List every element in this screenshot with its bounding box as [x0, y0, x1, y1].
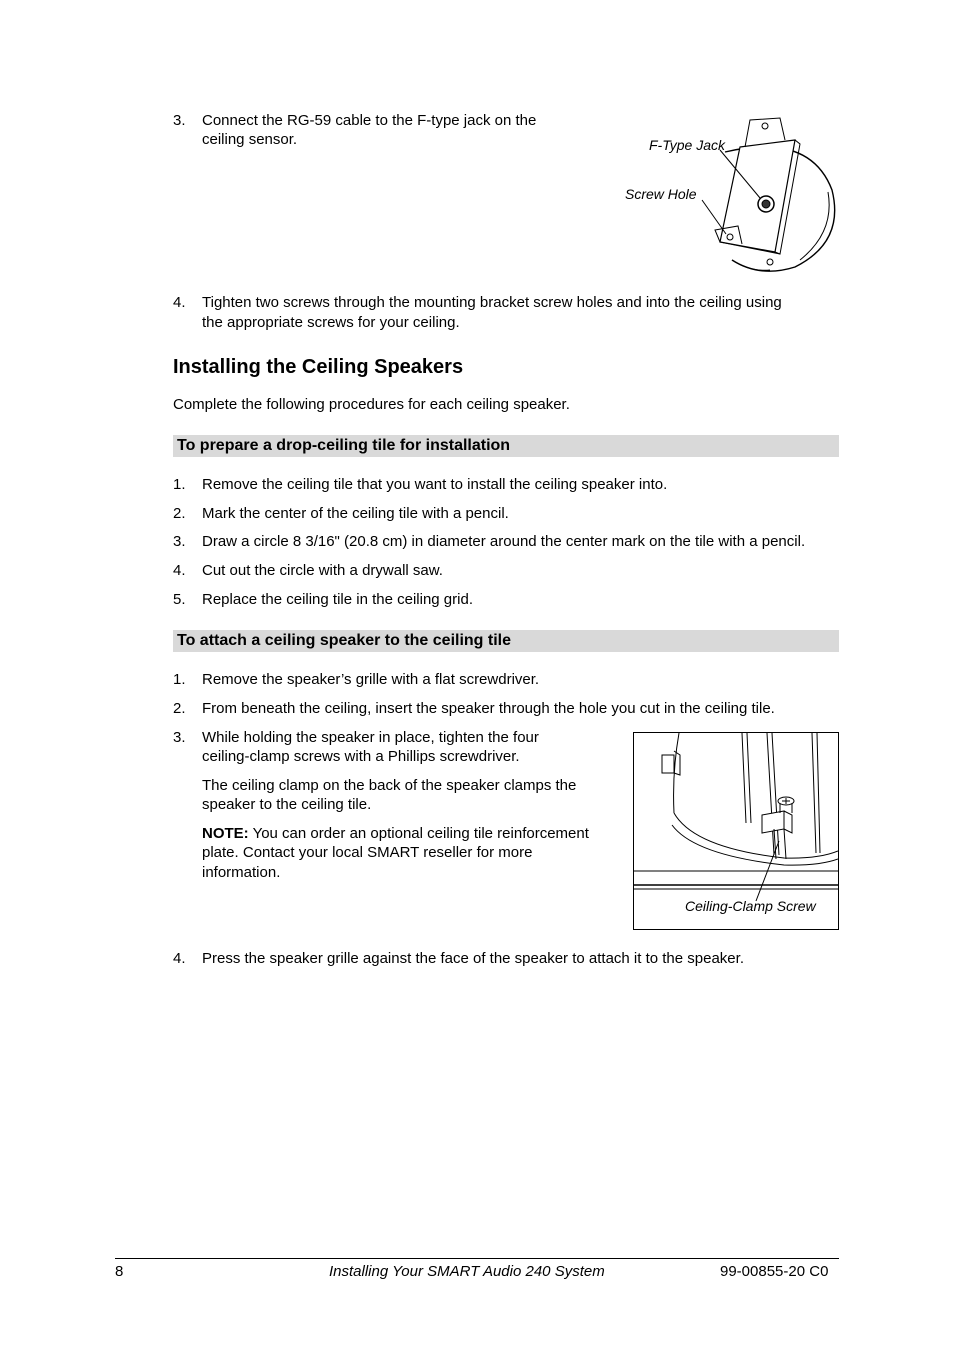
step-text: Tighten two screws through the mounting bracket screw holes and into the ceiling using: [202, 294, 782, 311]
figure-label: Screw Hole: [625, 186, 697, 202]
step-text: Remove the speaker’s grille with a flat screwdriver.: [202, 671, 540, 688]
step-number: 1.: [173, 476, 186, 493]
step-number: 1.: [173, 671, 186, 688]
document-id: 99-00855-20 C0: [720, 1263, 829, 1280]
step-text: Press the speaker grille against the face of the speaker to attach it to the speaker.: [202, 950, 744, 967]
step-text: Connect the RG-59 cable to the F-type jack on the: [202, 112, 537, 129]
step-number: 3.: [173, 729, 186, 746]
section-intro: Complete the following procedures for each ceiling speaker.: [173, 396, 570, 413]
note-line: plate. Contact your local SMART reseller for more: [202, 844, 533, 861]
step-text: ceiling-clamp screws with a Phillips screwdriver.: [202, 748, 520, 765]
footer-rule: [115, 1258, 839, 1259]
note-line: information.: [202, 864, 281, 881]
procedure-heading: To prepare a drop-ceiling tile for installation: [173, 435, 839, 457]
step-text: While holding the speaker in place, tighten the four: [202, 729, 539, 746]
section-heading: Installing the Ceiling Speakers: [173, 356, 464, 378]
step-text: Cut out the circle with a drywall saw.: [202, 562, 443, 579]
procedure-heading: To attach a ceiling speaker to the ceiling tile: [173, 630, 839, 652]
step-number: 3.: [173, 533, 186, 550]
step-number: 3.: [173, 112, 186, 129]
figure-label: Ceiling-Clamp Screw: [685, 898, 816, 914]
step-number: 5.: [173, 591, 186, 608]
note-text: You can order an optional ceiling tile reinforcement: [248, 825, 589, 842]
step-number: 2.: [173, 505, 186, 522]
step-text: the appropriate screws for your ceiling.: [202, 314, 460, 331]
ceiling-clamp-figure: [633, 732, 839, 930]
footer-title: Installing Your SMART Audio 240 System: [329, 1263, 605, 1280]
step-number: 4.: [173, 562, 186, 579]
page-number: 8: [115, 1263, 124, 1280]
step-text: Mark the center of the ceiling tile with a pencil.: [202, 505, 509, 522]
step-paragraph: speaker to the ceiling tile.: [202, 796, 372, 813]
step-number: 2.: [173, 700, 186, 717]
step-text: Replace the ceiling tile in the ceiling grid.: [202, 591, 473, 608]
note-label: NOTE:: [202, 825, 249, 842]
step-text: Remove the ceiling tile that you want to install the ceiling speaker into.: [202, 476, 668, 493]
figure-label: F-Type Jack: [649, 137, 725, 153]
step-text: From beneath the ceiling, insert the speaker through the hole you cut in the ceiling tile.: [202, 700, 775, 717]
step-number: 4.: [173, 950, 186, 967]
step-text: ceiling sensor.: [202, 131, 298, 148]
note-line: [202, 824, 589, 844]
step-text: Draw a circle 8 3/16" (20.8 cm) in diameter around the center mark on the tile with a pencil.: [202, 533, 806, 550]
step-number: 4.: [173, 294, 186, 311]
step-paragraph: The ceiling clamp on the back of the speaker clamps the: [202, 777, 577, 794]
